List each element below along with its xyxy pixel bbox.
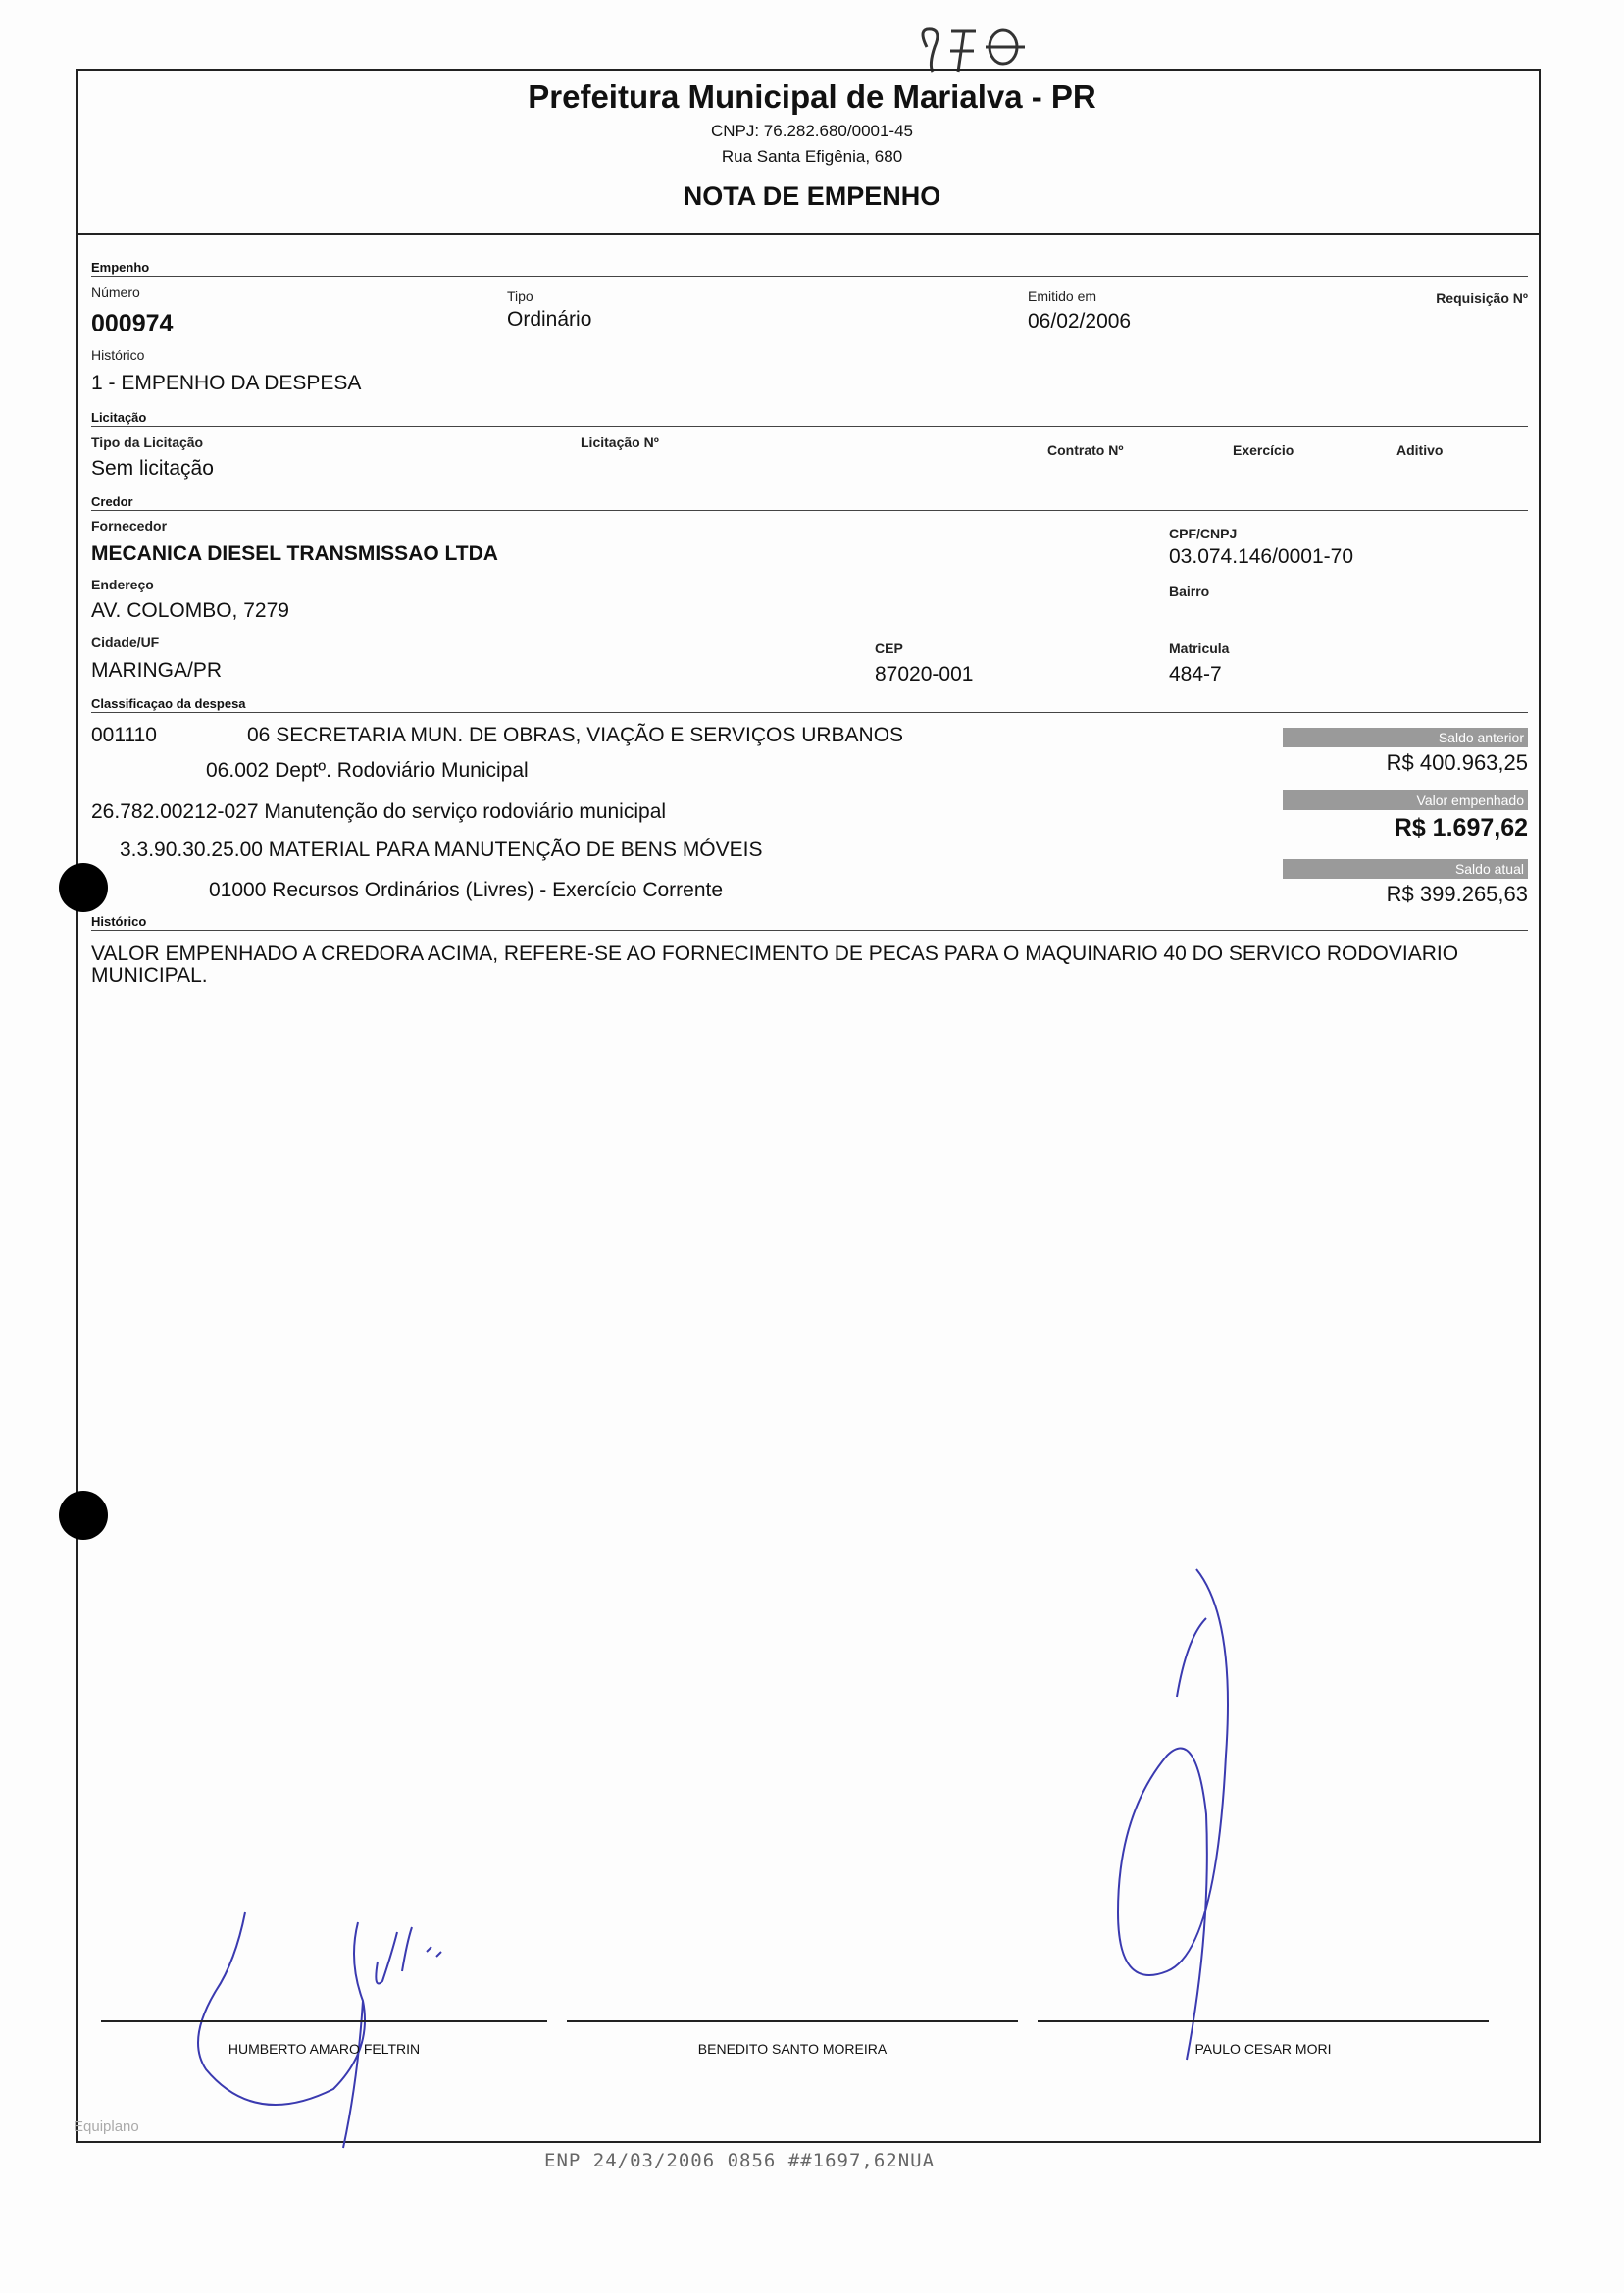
historico-divider bbox=[91, 930, 1528, 931]
header-rule bbox=[76, 233, 1541, 235]
bairro-label: Bairro bbox=[1169, 584, 1210, 599]
address-text: Rua Santa Efigênia, 680 bbox=[721, 147, 903, 166]
licitacao-divider bbox=[91, 426, 1528, 427]
tipo-licitacao-label: Tipo da Licitação bbox=[91, 434, 204, 450]
classificacao-elemento: 3.3.90.30.25.00 MATERIAL PARA MANUTENÇÃO DE BENS MÓVEIS bbox=[120, 839, 763, 861]
matricula-value: 484-7 bbox=[1169, 663, 1222, 686]
valor-empenhado-label: Valor empenhado bbox=[1283, 790, 1528, 810]
bank-stamp: ENP 24/03/2006 0856 ##1697,62NUA bbox=[544, 2150, 936, 2171]
saldo-anterior-value: R$ 400.963,25 bbox=[1386, 750, 1528, 775]
punch-hole-top bbox=[59, 863, 108, 912]
empenho-divider bbox=[91, 276, 1528, 277]
historico-text: VALOR EMPENHADO A CREDORA ACIMA, REFERE-SE AO FORNECIMENTO DE PECAS PARA O MAQUINARIO 40 DO SERVICO RODOVIARIO MUNICIPAL. bbox=[91, 943, 1459, 987]
tipo-licitacao-value: Sem licitação bbox=[91, 457, 214, 480]
aditivo-label: Aditivo bbox=[1396, 442, 1444, 458]
historico-label: Histórico bbox=[91, 347, 145, 363]
fornecedor-label: Fornecedor bbox=[91, 518, 168, 534]
cnpj-text: CNPJ: 76.282.680/0001-45 bbox=[710, 122, 914, 140]
cidade-label: Cidade/UF bbox=[91, 635, 160, 650]
credor-divider bbox=[91, 510, 1528, 511]
classificacao-programa: 26.782.00212-027 Manutenção do serviço rodoviário municipal bbox=[91, 800, 667, 823]
valor-empenhado-value: R$ 1.697,62 bbox=[1394, 814, 1528, 841]
signatory-3: PAULO CESAR MORI bbox=[1194, 2041, 1332, 2057]
licitacao-numero-label: Licitação Nº bbox=[581, 434, 659, 450]
signatory-1: HUMBERTO AMARO FELTRIN bbox=[228, 2041, 421, 2057]
contrato-label: Contrato Nº bbox=[1047, 442, 1124, 458]
handwritten-page-number bbox=[907, 18, 1044, 76]
tipo-label: Tipo bbox=[507, 288, 533, 304]
classificacao-section-label: Classificaçao da despesa bbox=[91, 696, 250, 711]
classificacao-secretaria: 06 SECRETARIA MUN. DE OBRAS, VIAÇÃO E SERVIÇOS URBANOS bbox=[247, 724, 904, 746]
credor-section-label: Credor bbox=[91, 494, 137, 509]
signature-line-2 bbox=[567, 2020, 1018, 2022]
classificacao-departamento: 06.002 Deptº. Rodoviário Municipal bbox=[206, 759, 529, 782]
signature-scribble-right bbox=[1098, 1559, 1275, 2069]
signatory-2: BENEDITO SANTO MOREIRA bbox=[697, 2041, 888, 2057]
saldo-atual-label: Saldo atual bbox=[1283, 859, 1528, 879]
cpf-cnpj-value: 03.074.146/0001-70 bbox=[1169, 545, 1354, 568]
cep-value: 87020-001 bbox=[875, 663, 974, 686]
classificacao-recurso: 01000 Recursos Ordinários (Livres) - Exercício Corrente bbox=[209, 879, 724, 901]
historico-value: 1 - EMPENHO DA DESPESA bbox=[91, 372, 362, 394]
saldo-anterior-label: Saldo anterior bbox=[1283, 728, 1528, 747]
punch-hole-bottom bbox=[59, 1491, 108, 1540]
matricula-label: Matricula bbox=[1169, 640, 1230, 656]
historico-section-label: Histórico bbox=[91, 914, 150, 929]
saldo-atual-value: R$ 399.265,63 bbox=[1386, 882, 1528, 906]
classificacao-divider bbox=[91, 712, 1528, 713]
cpf-cnpj-label: CPF/CNPJ bbox=[1169, 526, 1238, 541]
signature-line-3 bbox=[1038, 2020, 1489, 2022]
fornecedor-value: MECANICA DIESEL TRANSMISSAO LTDA bbox=[91, 542, 498, 565]
requisicao-label: Requisição Nº bbox=[1436, 290, 1528, 306]
licitacao-section-label: Licitação bbox=[91, 410, 150, 425]
footer-brand: Equiplano bbox=[74, 2118, 139, 2135]
signature-line-1 bbox=[101, 2020, 547, 2022]
empenho-section-label: Empenho bbox=[91, 260, 153, 275]
emitido-label: Emitido em bbox=[1028, 288, 1097, 304]
exercicio-label: Exercício bbox=[1233, 442, 1294, 458]
cidade-value: MARINGA/PR bbox=[91, 659, 223, 682]
page-title: Prefeitura Municipal de Marialva - PR bbox=[528, 78, 1096, 115]
emitido-value: 06/02/2006 bbox=[1028, 310, 1132, 332]
endereco-value: AV. COLOMBO, 7279 bbox=[91, 599, 289, 622]
cep-label: CEP bbox=[875, 640, 903, 656]
classificacao-code: 001110 bbox=[91, 724, 157, 746]
numero-label: Número bbox=[91, 284, 140, 300]
endereco-label: Endereço bbox=[91, 577, 154, 592]
document-title: NOTA DE EMPENHO bbox=[683, 181, 941, 211]
tipo-value: Ordinário bbox=[507, 308, 592, 331]
signature-scribble-left bbox=[177, 1903, 510, 2158]
empenho-number: 000974 bbox=[91, 310, 174, 337]
